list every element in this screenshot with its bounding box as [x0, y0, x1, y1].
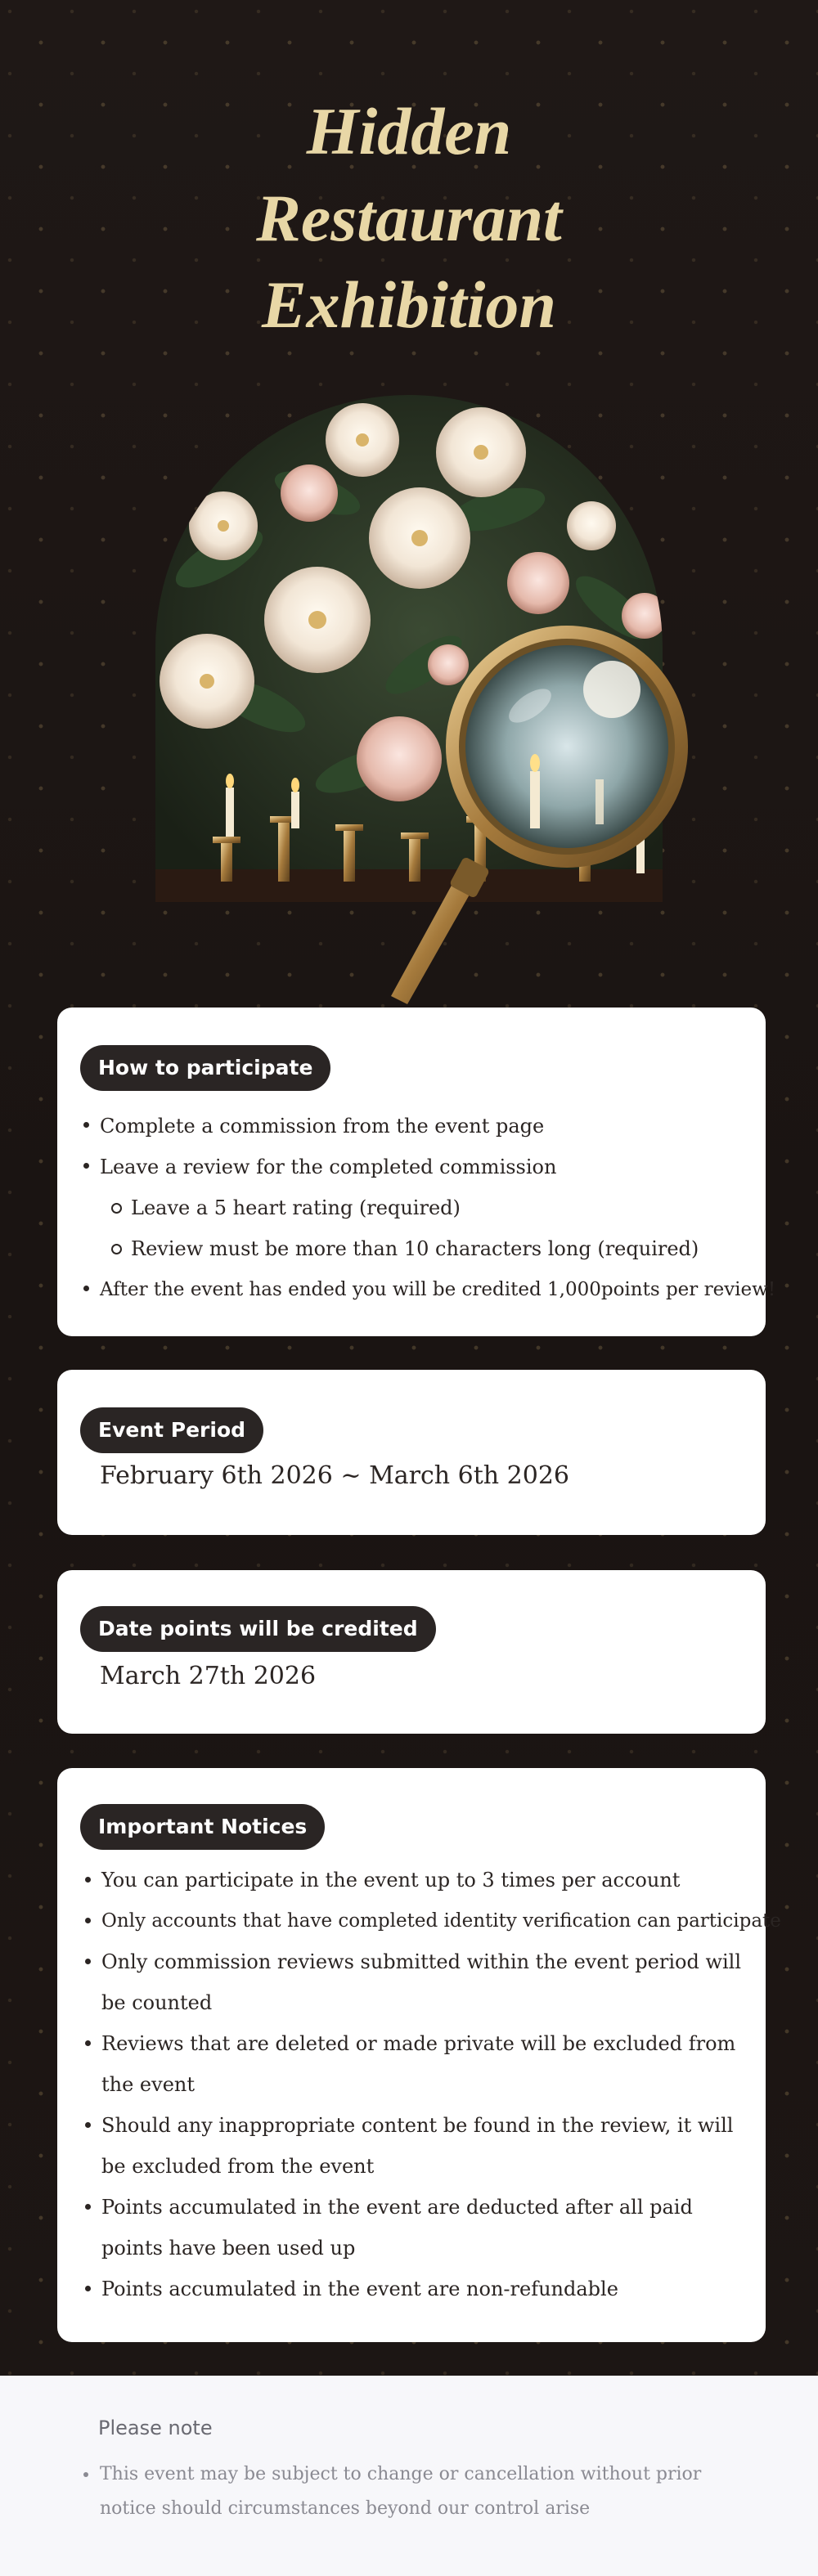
- floral-arch-image: [154, 395, 694, 1016]
- section-heading-pill: Important Notices: [80, 1804, 325, 1850]
- list-item: Points accumulated in the event are non-refundable: [83, 2269, 754, 2309]
- list-item: Only accounts that have completed identity verification can participate: [83, 1901, 754, 1941]
- important-notices-card: [57, 1768, 781, 2342]
- title-line: Restaurant: [256, 181, 562, 255]
- credit-date-text: March 27th 2026: [100, 1662, 317, 1690]
- list-item: Points accumulated in the event are deducted after all paid points have been used up: [83, 2187, 754, 2269]
- sub-list-item: Leave a 5 heart rating (required): [82, 1187, 754, 1228]
- list-item: Reviews that are deleted or made private will be excluded from the event: [83, 2023, 754, 2105]
- footer-note: [0, 2376, 818, 2576]
- section-heading-pill: Event Period: [80, 1407, 263, 1453]
- title-line: Hidden: [306, 94, 512, 168]
- participation-steps-list: [82, 1106, 776, 1310]
- hero-illustration: [154, 395, 694, 1016]
- list-item: This event may be subject to change or cancellation without prior notice should circumstances beyond our control arise: [82, 2457, 761, 2526]
- list-item: You can participate in the event up to 3 times per account: [83, 1860, 754, 1901]
- list-item: Only commission reviews submitted within the event period will be counted: [83, 1941, 754, 2023]
- how-to-participate-card: [57, 1008, 776, 1336]
- event-period-text: February 6th 2026 ~ March 6th 2026: [100, 1461, 570, 1490]
- event-period-card: [57, 1370, 766, 1535]
- section-heading-pill: Date points will be credited: [80, 1606, 436, 1652]
- footer-heading: Please note: [98, 2417, 213, 2439]
- list-item: Should any inappropriate content be found in the review, it will be excluded from the event: [83, 2105, 754, 2187]
- list-item: Leave a review for the completed commission: [82, 1147, 754, 1187]
- credit-date-card: [57, 1570, 766, 1734]
- section-heading-pill: How to participate: [80, 1045, 330, 1091]
- notices-list: [83, 1860, 781, 2309]
- title-line: Exhibition: [261, 267, 557, 342]
- sub-list-item: Review must be more than 10 characters long (required): [82, 1228, 754, 1269]
- page-title: [0, 88, 818, 348]
- footer-list: [82, 2457, 761, 2526]
- list-item: Complete a commission from the event page: [82, 1106, 754, 1147]
- list-item: After the event has ended you will be credited 1,000points per review!: [82, 1269, 754, 1310]
